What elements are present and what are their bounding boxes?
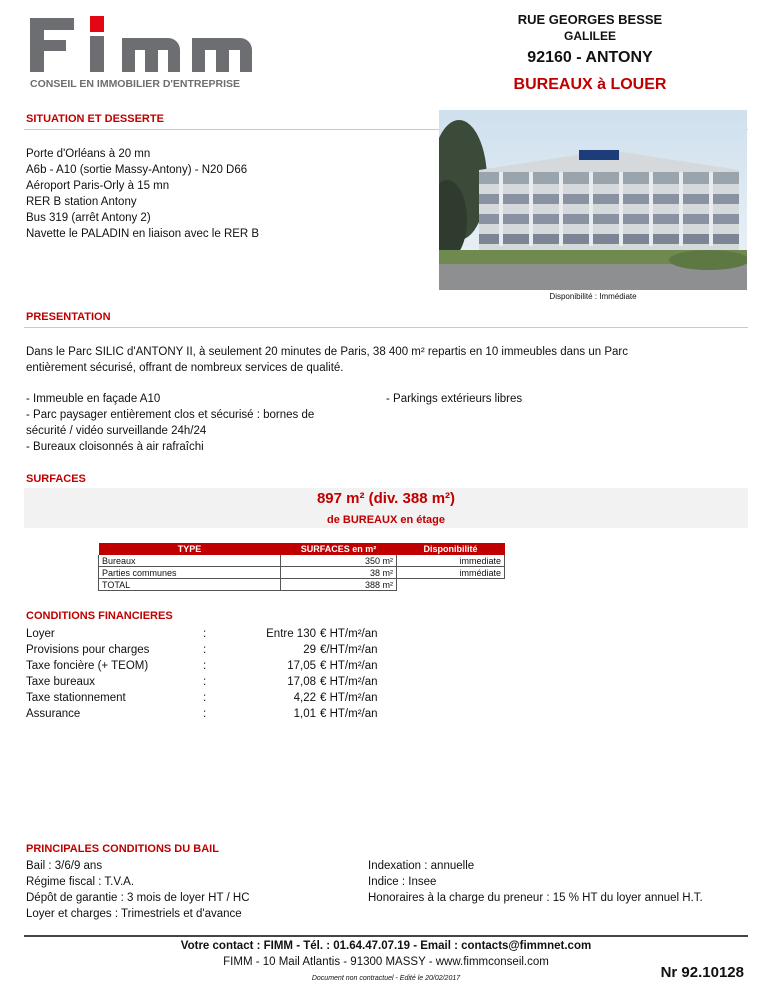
cell-surface: 38 m² [281,567,397,579]
condition-value: 1,01 [293,708,316,720]
condition-label: Taxe foncière (+ TEOM) [26,660,149,672]
availability-caption: Disponibilité : Immédiate [549,292,637,301]
building-photo [439,110,747,290]
condition-unit: € HT/m²/an [320,676,378,688]
building-name: GALILEE [563,29,616,43]
footer-address: FIMM - 10 Mail Atlantis - 91300 MASSY - www.fimmconseil.com [223,956,549,968]
feature-line: - Bureaux cloisonnés à air rafraîchi [26,441,204,453]
table-header-availability: Disponibilité [397,543,505,555]
table-row [99,567,505,579]
condition-label: Taxe stationnement [26,692,126,704]
condition-row [26,658,386,674]
bail-line: Loyer et charges : Trimestriels et d'avance [26,908,242,920]
cell-availability [397,579,505,591]
footer-disclaimer: Document non contractuel - Edité le 20/02/2017 [311,975,461,982]
surfaces-subtitle: de BUREAUX en étage [327,514,445,526]
cell-availability: immédiate [397,567,505,579]
bail-line: Honoraires à la charge du preneur : 15 % HT du loyer annuel H.T. [368,892,703,904]
condition-label: Provisions pour charges [26,644,150,656]
feature-line: - Immeuble en façade A10 [26,393,161,405]
presentation-feature-right: - Parkings extérieurs libres [386,393,523,405]
cell-type: TOTAL [99,579,281,591]
condition-sep: : [203,660,207,672]
table-header-type: TYPE [99,543,281,555]
situation-title: SITUATION ET DESSERTE [26,113,164,125]
surfaces-title: SURFACES [26,473,86,485]
condition-row [26,674,386,690]
condition-sep: : [203,676,207,688]
fimm-logo [28,14,298,104]
situation-line: Aéroport Paris-Orly à 15 mn [26,180,170,192]
presentation-intro [26,344,746,376]
situation-line: Porte d'Orléans à 20 mn [26,148,151,160]
condition-label: Loyer [26,628,55,640]
situation-list [26,146,259,242]
presentation-intro-line: Dans le Parc SILIC d'ANTONY II, à seulement 20 minutes de Paris, 38 400 m² repartis en 10 immeubles dans un Parc [26,346,628,358]
table-row [99,555,505,567]
condition-sep: : [203,644,207,656]
condition-sep: : [203,708,207,720]
fimm-logo-graphic [28,14,298,104]
bail-line: Dépôt de garantie : 3 mois de loyer HT / HC [26,892,250,904]
situation-line: Navette le PALADIN en liaison avec le RER B [26,228,260,240]
bail-line: Indice : Insee [368,876,437,888]
cell-type: Parties communes [99,567,281,579]
condition-value: 17,08 [287,676,316,688]
condition-unit: € HT/m²/an [320,628,378,640]
condition-value: Entre 130 [266,628,316,640]
condition-row [26,690,386,706]
bail-left [26,858,250,922]
feature-line: - Parc paysager entièrement clos et sécurisé : bornes de [26,409,315,421]
condition-value: 4,22 [293,692,316,704]
bail-title: PRINCIPALES CONDITIONS DU BAIL [26,843,219,855]
condition-value: 29 [303,644,316,656]
surfaces-table [98,543,505,591]
condition-label: Assurance [26,708,81,720]
bail-line: Régime fiscal : T.V.A. [26,876,135,888]
presentation-features-left [26,391,366,455]
cell-availability: immediate [397,555,505,567]
condition-label: Taxe bureaux [26,676,96,688]
condition-row [26,626,386,642]
cell-surface: 388 m² [281,579,397,591]
situation-line: Bus 319 (arrêt Antony 2) [26,212,151,224]
bail-right [368,858,703,906]
bail-line: Bail : 3/6/9 ans [26,860,103,872]
condition-row [26,642,386,658]
condition-value: 17,05 [287,660,316,672]
city: 92160 - ANTONY [527,49,653,66]
logo-tagline: CONSEIL EN IMMOBILIER D'ENTREPRISE [30,78,240,90]
reference-number: Nr 92.10128 [660,964,744,981]
offer-title: BUREAUX à LOUER [513,76,667,93]
feature-line: sécurité / vidéo surveillande 24h/24 [26,425,207,437]
situation-line: A6b - A10 (sortie Massy-Antony) - N20 D66 [26,164,248,176]
footer-contact: Votre contact : FIMM - Tél. : 01.64.47.07.19 - Email : contacts@fimmnet.com [180,940,592,952]
condition-unit: € HT/m²/an [320,660,378,672]
section-divider [24,327,748,328]
condition-sep: : [203,628,207,640]
cell-type: Bureaux [99,555,281,567]
situation-line: RER B station Antony [26,196,137,208]
surfaces-total: 897 m² (div. 388 m²) [316,490,456,507]
presentation-intro-line: entièrement sécurisé, offrant de nombreux services de qualité. [26,362,344,374]
condition-unit: € HT/m²/an [320,708,378,720]
condition-sep: : [203,692,207,704]
condition-unit: € HT/m²/an [320,692,378,704]
table-header-surface: SURFACES en m² [281,543,397,555]
condition-unit: €/HT/m²/an [320,644,378,656]
presentation-title: PRESENTATION [26,311,111,323]
table-row-total [99,579,505,591]
street-name: RUE GEORGES BESSE [517,12,663,27]
conditions-title: CONDITIONS FINANCIERES [26,610,173,622]
cell-surface: 350 m² [281,555,397,567]
bail-line: Indexation : annuelle [368,860,475,872]
condition-row [26,706,386,722]
